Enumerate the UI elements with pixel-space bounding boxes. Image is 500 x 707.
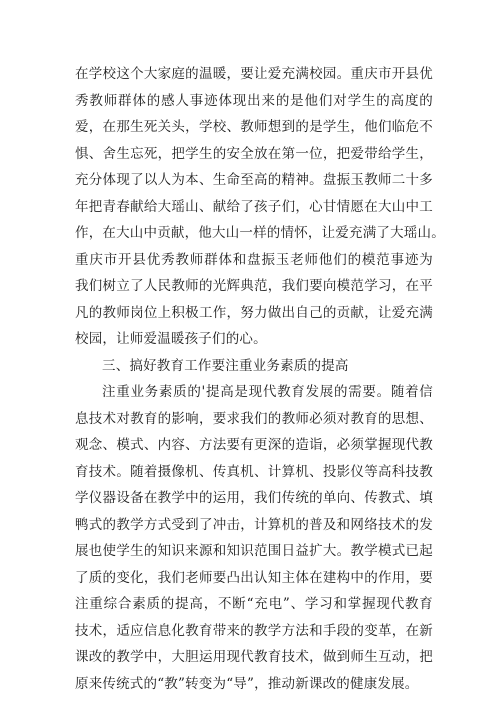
text-line: 了质的变化，我们老师要凸出认知主体在建构中的作用，要 (75, 569, 433, 586)
text-line: 凡的教师岗位上积极工作，努力做出自己的贡献，让爱充满 (75, 304, 433, 321)
text-line: 作，在大山中贡献，他大山一样的情怀，让爱充满了大瑶山。 (75, 225, 445, 241)
section-heading-text: 三、搞好教育工作要注重业务素质的提高 (102, 357, 349, 374)
text-line: 学仪器设备在教学中的运用，我们传统的单向、传教式、填 (75, 490, 433, 506)
text-line: 秀教师群体的感人事迹体现出来的是他们对学生的高度的 (75, 92, 433, 109)
text-line: 鸭式的教学方式受到了冲击，计算机的普及和网络技术的发 (75, 516, 433, 533)
text-line: 展也使学生的知识来源和知识范围日益扩大。教学模式已起 (75, 543, 433, 559)
text-line: 观念、模式、内容、方法要有更深的造诣，必须掌握现代教 (75, 437, 433, 453)
text-line: 年把青春献给大瑶山、献给了孩子们，心甘情愿在大山中工 (75, 198, 433, 215)
text-line: 息技术对教育的影响，要求我们的教师必须对教育的思想、 (75, 410, 433, 427)
text-line: 原来传统式的“教”转变为“导”，推动新课改的健康发展。 (75, 675, 419, 692)
text-line: 技术，适应信息化教育带来的教学方法和手段的变革，在新 (75, 622, 433, 639)
section-heading (75, 353, 433, 380)
text-line: 惧、舍生忘死，把学生的安全放在第一位，把爱带给学生， (75, 145, 433, 162)
text-line: 注重综合素质的提高，不断“充电”、学习和掌握现代教育 (75, 596, 433, 612)
text-line: 注重业务素质的'提高是现代教育发展的需要。随着信 (102, 384, 433, 400)
text-line: 课改的教学中，大胆运用现代教育技术，做到师生互动，把 (75, 649, 433, 665)
paragraph-2 (75, 379, 433, 697)
text-line: 我们树立了人民教师的光辉典范，我们要向模范学习，在平 (75, 278, 433, 294)
paragraph-1 (75, 61, 445, 353)
text-line: 重庆市开县优秀教师群体和盘振玉老师他们的模范事迹为 (75, 251, 433, 268)
text-line: 爱，在那生死关头，学校、教师想到的是学生，他们临危不 (75, 119, 433, 135)
text-line: 校园，让师爱温暖孩子们的心。 (75, 331, 267, 347)
text-line: 育技术。随着摄像机、传真机、计算机、投影仪等高科技教 (75, 463, 433, 480)
text-line: 在学校这个大家庭的温暖，要让爱充满校园。重庆市开县优 (75, 66, 433, 82)
document-page (75, 61, 445, 697)
text-line: 充分体现了以人为本、生命至高的精神。盘振玉教师二十多 (75, 172, 433, 188)
